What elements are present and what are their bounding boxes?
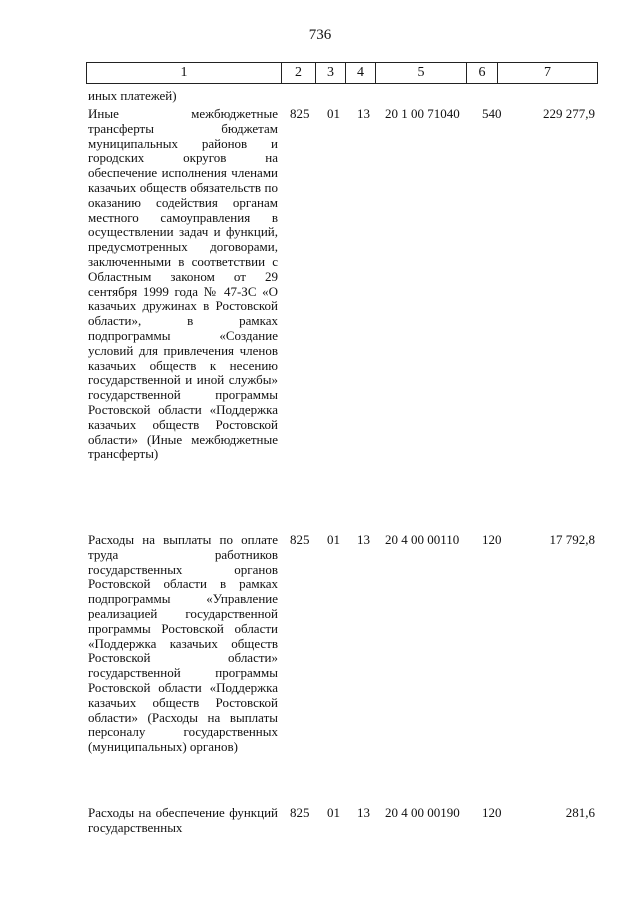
row-amount: 281,6 [565, 805, 595, 820]
column-header-2: 2 [282, 63, 316, 84]
column-header-1: 1 [87, 63, 282, 84]
row-ved-code: 825 [290, 532, 310, 547]
row-ved-code: 825 [290, 106, 310, 121]
row-section-code: 01 [327, 532, 340, 547]
column-header-row [87, 63, 598, 84]
row-expense-type: 120 [482, 532, 502, 547]
row-description: Расходы на обеспечение функций государственных [88, 805, 278, 835]
row-target-article: 20 4 00 00110 [385, 532, 460, 547]
row-section-code: 01 [327, 106, 340, 121]
row-ved-code: 825 [290, 805, 310, 820]
row-target-article: 20 1 00 71040 [385, 106, 460, 121]
column-header-7: 7 [498, 63, 598, 84]
row-section-code: 01 [327, 805, 340, 820]
column-header-table [86, 62, 598, 84]
row-subsection-code: 13 [357, 532, 370, 547]
column-header-4: 4 [346, 63, 376, 84]
row-description: Иные межбюджетные трансферты бюджетам муниципальных районов и городских округов на обеспечение исполнения членами казачьих обществ обязательств по оказанию содействия органам местного самоуправления в осуществлении задач и функций, предусмотренных договорами, заключенными в соответствии с Областным законом от 29 сентября 1999 года № 47-ЗС «О казачьих дружинах в Ростовской области», в рамках подпрограммы «Создание условий для привлечения членов казачьих обществ к несению государственной и иной службы» государственной программы Ростовской области «Поддержка казачьих обществ Ростовской области» (Иные межбюджетные трансферты) [88, 106, 278, 462]
continuation-text: иных платежей) [88, 88, 177, 103]
row-amount: 229 277,9 [543, 106, 595, 121]
row-expense-type: 540 [482, 106, 502, 121]
row-target-article: 20 4 00 00190 [385, 805, 460, 820]
column-header-5: 5 [376, 63, 467, 84]
page-number: 736 [308, 27, 332, 43]
column-header-6: 6 [467, 63, 498, 84]
row-expense-type: 120 [482, 805, 502, 820]
column-header-3: 3 [316, 63, 346, 84]
row-subsection-code: 13 [357, 805, 370, 820]
row-description: Расходы на выплаты по оплате труда работников государственных органов Ростовской области в рамках подпрограммы «Управление реализацией государственной программы Ростовской области «Поддержка казачьих обществ Ростовской области» государственной программы Ростовской области «Поддержка казачьих обществ Ростовской области» (Расходы на выплаты персоналу государственных (муниципальных) органов) [88, 532, 278, 755]
row-subsection-code: 13 [357, 106, 370, 121]
row-amount: 17 792,8 [549, 532, 595, 547]
